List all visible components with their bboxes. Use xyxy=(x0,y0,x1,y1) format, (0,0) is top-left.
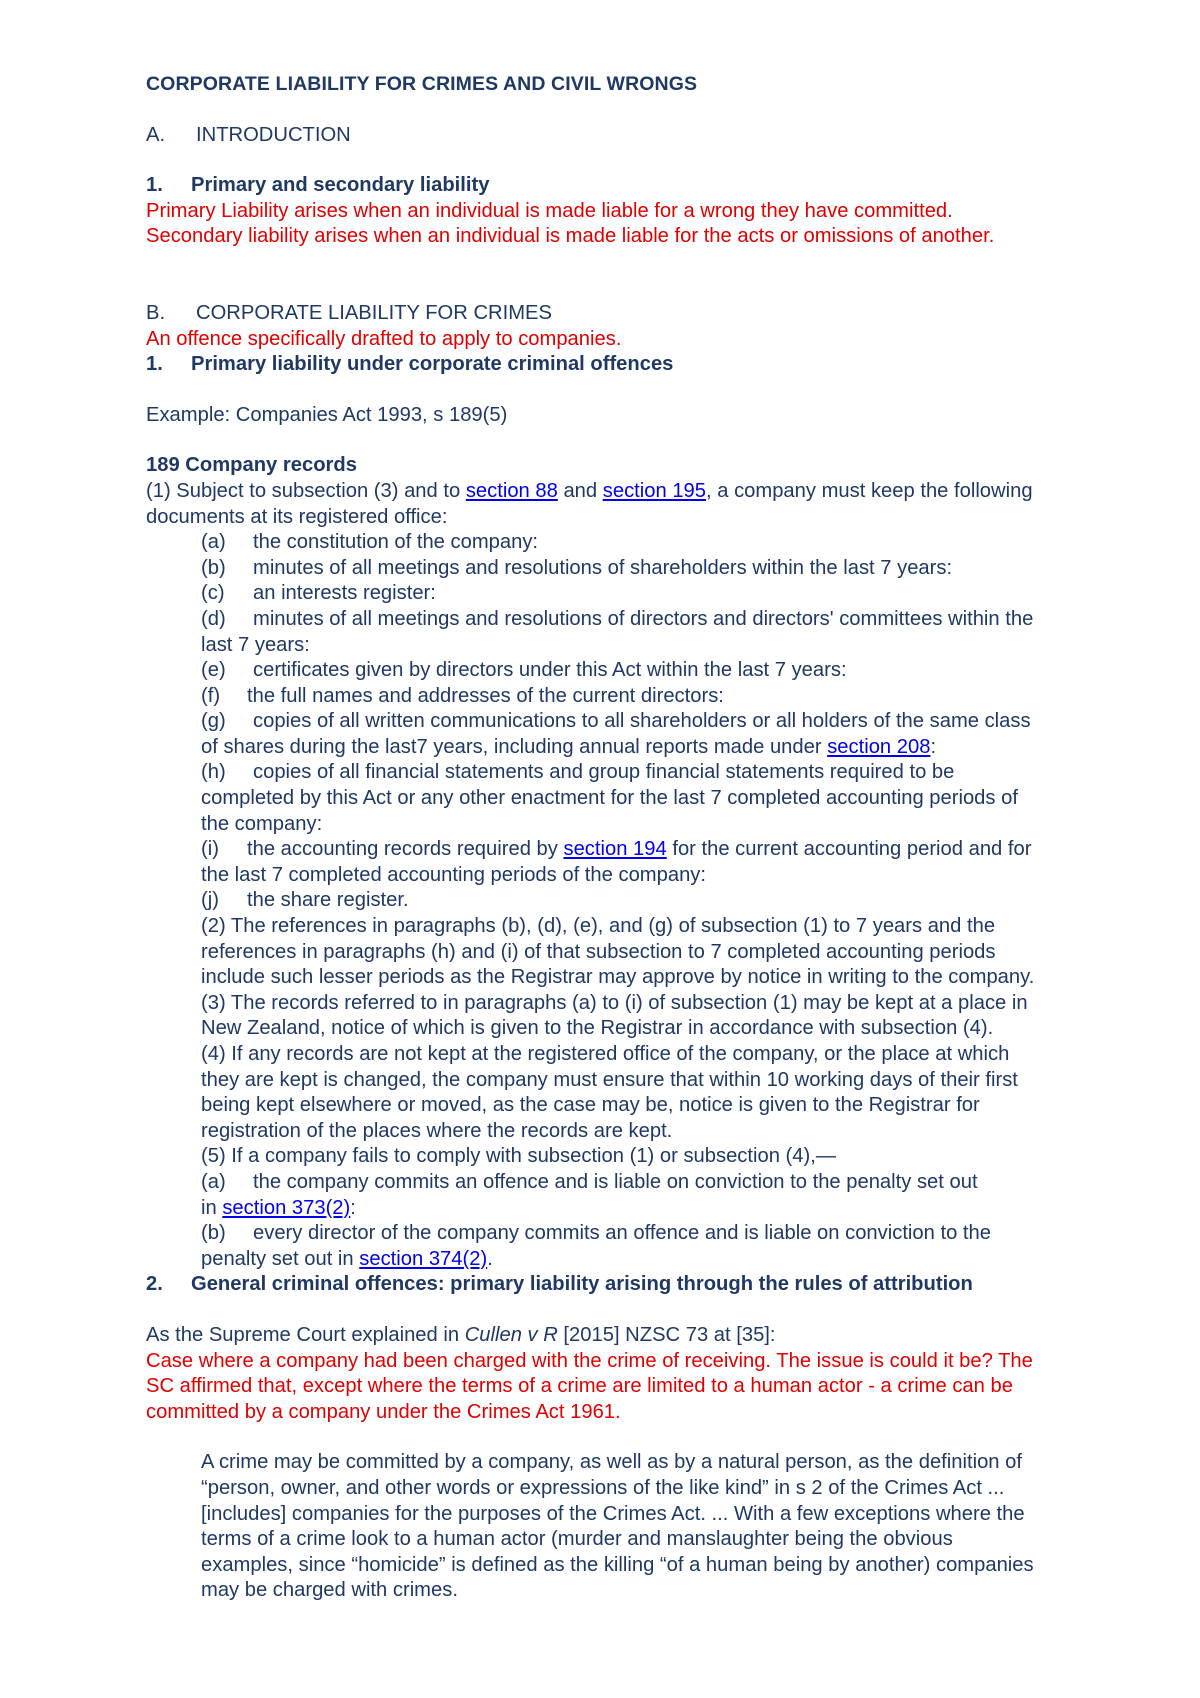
cullen-case-name: Cullen v R xyxy=(464,1323,558,1346)
b2-heading-text: General criminal offences: primary liability arising through the rules of attribution xyxy=(191,1273,973,1296)
section-374-2-link[interactable]: section 374(2) xyxy=(359,1247,488,1270)
quote-line1: A crime may be committed by a company, as well as by a natural person, as the definition of xyxy=(201,1451,1022,1474)
section-a-label: INTRODUCTION xyxy=(196,123,351,146)
s189-p3-line1: (3) The records referred to in paragraphs (a) to (i) of subsection (1) may be kept at a place in xyxy=(201,991,1028,1014)
section-88-link[interactable]: section 88 xyxy=(465,479,558,502)
s189-p2-line3: include such lesser periods as the Registrar may approve by notice in writing to the company. xyxy=(201,966,1035,989)
b1-number: 1. xyxy=(146,353,163,376)
s189-p5b-cont xyxy=(146,1247,1100,1273)
item-d-cont: last 7 years: xyxy=(201,633,310,656)
item-c xyxy=(146,581,1100,607)
item-c-label: (c) xyxy=(201,582,225,605)
p5b-text: every director of the company commits an offence and is liable on conviction to the xyxy=(253,1222,991,1245)
item-g-label: (g) xyxy=(201,710,226,733)
item-a xyxy=(146,530,1100,556)
item-h-label: (h) xyxy=(201,761,226,784)
b1-heading-text: Primary liability under corporate criminal offences xyxy=(191,353,674,376)
s189-p5a xyxy=(146,1170,1100,1196)
b1-heading xyxy=(146,352,1100,378)
item-g xyxy=(146,709,1100,735)
quote-line4: terms of a crime look to a human actor (murder and manslaughter being the obvious xyxy=(201,1528,953,1551)
item-e-text: certificates given by directors under this Act within the last 7 years: xyxy=(253,659,847,682)
primary-liability-note: Primary Liability arises when an individual is made liable for a wrong they have committed. xyxy=(146,199,953,222)
s189-p1-text: (1) Subject to subsection (3) and to xyxy=(146,479,466,502)
item-g-cont xyxy=(146,735,1100,761)
cullen-citation: [2015] NZSC 73 at [35]: xyxy=(557,1323,776,1346)
quote-line3: [includes] companies for the purposes of the Crimes Act. ... With a few exceptions where the xyxy=(201,1502,1025,1525)
section-b-letter: B. xyxy=(146,301,166,324)
document-title: CORPORATE LIABILITY FOR CRIMES AND CIVIL WRONGS xyxy=(146,73,698,95)
section-b-label: CORPORATE LIABILITY FOR CRIMES xyxy=(196,301,552,324)
p5a-cont-tail: : xyxy=(350,1196,356,1219)
a1-number: 1. xyxy=(146,174,163,197)
item-b xyxy=(146,556,1100,582)
item-h xyxy=(146,760,1100,786)
item-i-label: (i) xyxy=(201,838,219,861)
cullen-note-line3: committed by a company under the Crimes Act 1961. xyxy=(146,1400,621,1423)
item-j-text: the share register. xyxy=(247,889,409,912)
s189-p1-and: and xyxy=(557,479,603,502)
section-195-link[interactable]: section 195 xyxy=(602,479,707,502)
item-c-text: an interests register: xyxy=(253,582,436,605)
s189-p4-line4: registration of the places where the records are kept. xyxy=(201,1119,673,1142)
s189-heading: 189 Company records xyxy=(146,454,357,477)
section-194-link[interactable]: section 194 xyxy=(563,838,667,861)
s189-p1-line2: documents at its registered office: xyxy=(146,505,448,528)
example-line: Example: Companies Act 1993, s 189(5) xyxy=(146,403,508,426)
section-208-link[interactable]: section 208 xyxy=(827,735,931,758)
quote-line5: examples, since “homicide” is defined as the killing “of a human being by another) companies xyxy=(201,1553,1034,1576)
cullen-note-line1: Case where a company had been charged with the crime of receiving. The issue is could it be? The xyxy=(146,1349,1033,1372)
item-b-label: (b) xyxy=(201,556,226,579)
item-e xyxy=(146,658,1100,684)
p5a-cont-text: in xyxy=(201,1196,223,1219)
section-a-heading xyxy=(146,123,1100,149)
item-h-cont2: the company: xyxy=(201,812,323,835)
s189-p3-line2: New Zealand, notice of which is given to the Registrar in accordance with subsection (4). xyxy=(201,1017,994,1040)
item-j xyxy=(146,888,1100,914)
item-f-text: the full names and addresses of the current directors: xyxy=(247,684,724,707)
item-g-cont-tail: : xyxy=(930,735,937,758)
p5a-label: (a) xyxy=(201,1170,226,1193)
item-i-cont: the last 7 completed accounting periods of the company: xyxy=(201,863,706,886)
quote-line2: “person, owner, and other words or expressions of the like kind” in s 2 of the Crimes Act ... xyxy=(201,1476,1005,1499)
s189-p4-line1: (4) If any records are not kept at the registered office of the company, or the place at which xyxy=(201,1043,1010,1065)
s189-p1-tail: , a company must keep the following xyxy=(706,479,1033,502)
item-d-label: (d) xyxy=(201,607,226,630)
item-d xyxy=(146,607,1100,633)
section-b-note: An offence specifically drafted to apply to companies. xyxy=(146,327,622,350)
s189-p4-line2: they are kept is changed, the company must ensure that within 10 working days of their first xyxy=(201,1068,1018,1091)
item-g-cont-text: of shares during the last7 years, including annual reports made under xyxy=(201,735,828,758)
cullen-intro xyxy=(146,1323,1100,1349)
item-f-label: (f) xyxy=(201,684,221,707)
item-d-text: minutes of all meetings and resolutions of directors and directors' committees within the xyxy=(253,607,1034,630)
cullen-note-line2: SC affirmed that, except where the terms of a crime are limited to a human actor - a crime can be xyxy=(146,1375,1013,1398)
quote-line6: may be charged with crimes. xyxy=(201,1579,458,1602)
item-g-text: copies of all written communications to all shareholders or all holders of the same class xyxy=(253,710,1031,733)
p5a-text: the company commits an offence and is liable on conviction to the penalty set out xyxy=(253,1170,978,1193)
p5b-cont-tail: . xyxy=(487,1247,493,1270)
secondary-liability-note: Secondary liability arises when an individual is made liable for the acts or omissions of another. xyxy=(146,225,995,248)
section-a-letter: A. xyxy=(146,123,166,146)
item-a-text: the constitution of the company: xyxy=(253,531,539,554)
item-b-text: minutes of all meetings and resolutions of shareholders within the last 7 years: xyxy=(253,556,953,579)
item-h-cont1: completed by this Act or any other enactment for the last 7 completed accounting periods of xyxy=(201,787,1018,810)
section-b-heading xyxy=(146,301,1100,327)
b2-number: 2. xyxy=(146,1273,163,1296)
s189-p5a-cont xyxy=(146,1196,1100,1222)
section-373-2-link[interactable]: section 373(2) xyxy=(222,1196,351,1219)
item-h-text: copies of all financial statements and group financial statements required to be xyxy=(253,761,955,784)
item-e-label: (e) xyxy=(201,659,226,682)
s189-p2-line1: (2) The references in paragraphs (b), (d), (e), and (g) of subsection (1) to 7 years and the xyxy=(201,915,996,938)
a1-heading-text: Primary and secondary liability xyxy=(191,174,490,197)
s189-p2-line2: references in paragraphs (h) and (i) of that subsection to 7 completed accounting periods xyxy=(201,940,996,963)
b2-heading xyxy=(146,1272,1100,1298)
p5b-label: (b) xyxy=(201,1222,226,1245)
item-i xyxy=(146,837,1100,863)
s189-p4-line3: being kept elsewhere or moved, as the case may be, notice is given to the Registrar for xyxy=(201,1094,980,1117)
item-j-label: (j) xyxy=(201,889,219,912)
cullen-intro-text: As the Supreme Court explained in xyxy=(146,1323,465,1346)
item-i-text: the accounting records required by xyxy=(247,838,564,861)
p5b-cont-text: penalty set out in xyxy=(201,1247,360,1270)
s189-p1 xyxy=(146,479,1100,505)
s189-p5: (5) If a company fails to comply with subsection (1) or subsection (4),— xyxy=(201,1145,837,1168)
a1-heading xyxy=(146,173,1100,199)
item-i-tail: for the current accounting period and for xyxy=(666,838,1032,861)
s189-p5b xyxy=(146,1221,1100,1247)
item-a-label: (a) xyxy=(201,531,226,554)
item-f xyxy=(146,684,1100,710)
